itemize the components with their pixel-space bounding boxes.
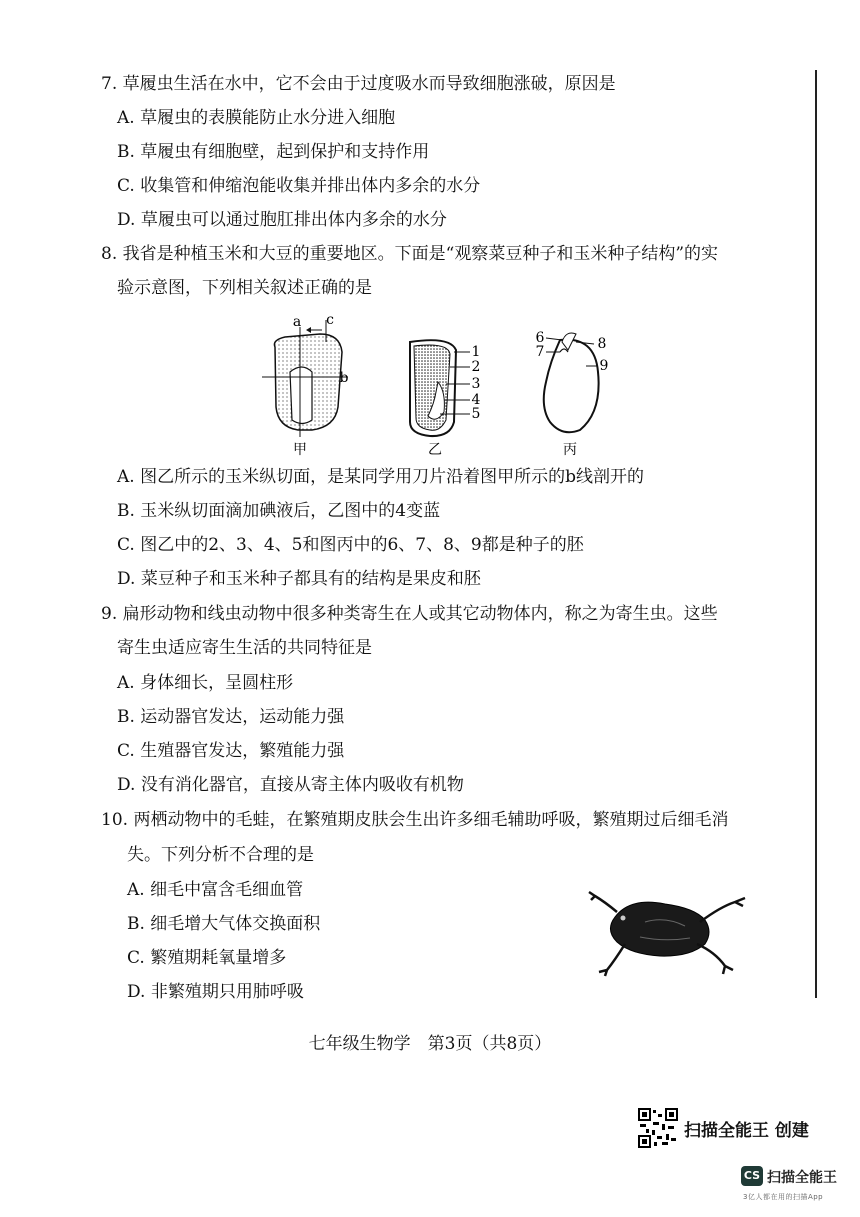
bing-label-7: 7: [535, 344, 545, 360]
yi-label-5: 5: [471, 406, 481, 422]
question-10-option-b: B. 细毛增大气体交换面积: [127, 914, 321, 934]
jia-label-b: b: [339, 370, 349, 386]
figure-bing-bean-seed: [544, 333, 599, 432]
question-7-option-b: B. 草履虫有细胞壁，起到保护和支持作用: [117, 142, 430, 162]
figure-caption-jia: 甲: [293, 442, 307, 458]
qr-code-icon: [638, 1108, 678, 1148]
yi-label-1: 1: [471, 344, 481, 360]
question-9-stem-line2: 寄生虫适应寄生生活的共同特征是: [117, 638, 372, 658]
question-10-stem-line1: 10. 两栖动物中的毛蛙，在繁殖期皮肤会生出许多细毛辅助呼吸，繁殖期过后细毛消: [101, 810, 729, 830]
bing-label-9: 9: [599, 358, 609, 374]
brand-tagline: 3亿人都在用的扫描App: [743, 1193, 824, 1201]
jia-label-c: c: [326, 312, 334, 328]
question-8-option-c: C. 图乙中的2、3、4、5和图丙中的6、7、8、9都是种子的胚: [117, 535, 584, 555]
figure-caption-yi: 乙: [428, 442, 442, 458]
question-7-option-d: D. 草履虫可以通过胞肛排出体内多余的水分: [117, 210, 447, 230]
question-7-option-a: A. 草履虫的表膜能防止水分进入细胞: [117, 108, 396, 128]
figure-yi-corn-section: [410, 340, 470, 436]
question-10-option-d: D. 非繁殖期只用肺呼吸: [127, 982, 304, 1002]
question-8-option-a: A. 图乙所示的玉米纵切面，是某同学用刀片沿着图甲所示的b线剖开的: [117, 467, 644, 487]
yi-label-2: 2: [471, 359, 481, 375]
question-9-stem-line1: 9. 扁形动物和线虫动物中很多种类寄生在人或其它动物体内，称之为寄生虫。这些: [101, 604, 718, 624]
question-9-option-a: A. 身体细长，呈圆柱形: [117, 673, 294, 693]
question-8-stem-line1: 8. 我省是种植玉米和大豆的重要地区。下面是“观察菜豆种子和玉米种子结构”的实: [101, 244, 719, 264]
bing-label-6: 6: [535, 330, 545, 346]
seed-structure-figure: [250, 312, 630, 462]
scanner-created-text: 扫描全能王 创建: [684, 1121, 809, 1141]
question-8-option-b: B. 玉米纵切面滴加碘液后，乙图中的4变蓝: [117, 501, 441, 521]
question-10-stem-line2: 失。下列分析不合理的是: [127, 845, 314, 865]
question-10-option-a: A. 细毛中富含毛细血管: [127, 880, 304, 900]
yi-label-3: 3: [471, 376, 481, 392]
question-8-option-d: D. 菜豆种子和玉米种子都具有的结构是果皮和胚: [117, 569, 481, 589]
question-9-option-d: D. 没有消化器官，直接从寄主体内吸收有机物: [117, 775, 464, 795]
question-9-option-c: C. 生殖器官发达，繁殖能力强: [117, 741, 345, 761]
page-footer: 七年级生物学 第3页（共8页）: [308, 1034, 552, 1054]
figure-jia-corn-kernel: [262, 320, 348, 437]
bing-label-8: 8: [597, 336, 607, 352]
figure-caption-bing: 丙: [563, 442, 577, 458]
question-9-option-b: B. 运动器官发达，运动能力强: [117, 707, 345, 727]
jia-label-a: a: [292, 314, 302, 330]
question-10-option-c: C. 繁殖期耗氧量增多: [127, 948, 287, 968]
hairy-frog-image: [585, 882, 750, 977]
question-7-stem: 7. 草履虫生活在水中，它不会由于过度吸水而导致细胞涨破，原因是: [101, 74, 616, 94]
brand-name: 扫描全能王: [767, 1170, 837, 1186]
question-8-stem-line2: 验示意图，下列相关叙述正确的是: [117, 278, 372, 298]
yi-label-4: 4: [471, 392, 481, 408]
camscanner-logo-icon: CS: [741, 1166, 763, 1186]
question-7-option-c: C. 收集管和伸缩泡能收集并排出体内多余的水分: [117, 176, 481, 196]
right-margin-line: [815, 70, 817, 998]
